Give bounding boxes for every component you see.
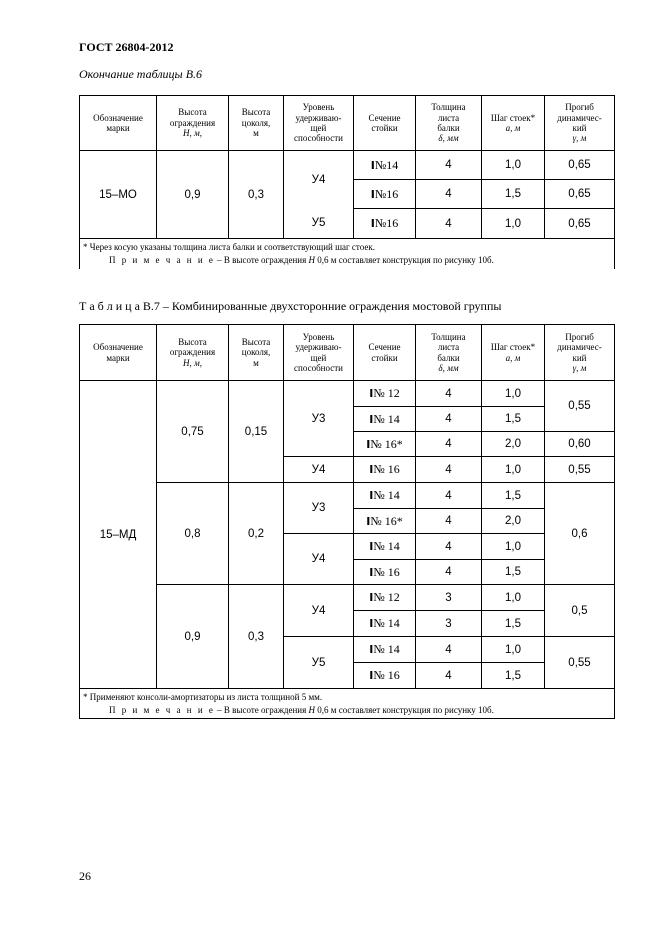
col-header-section: Сечение стойки (354, 96, 416, 151)
cell-deflection: 0,65 (545, 151, 615, 180)
cell-thickness: 4 (416, 637, 482, 663)
cell-section: I№ 16 (354, 663, 416, 689)
cell-section: I№ 12 (354, 585, 416, 611)
cell-section: I№ 16 (354, 560, 416, 585)
cell-thickness: 4 (416, 457, 482, 483)
cell-plinth: 0,3 (229, 585, 284, 689)
cell-section: I№ 12 (354, 381, 416, 407)
col-header-deflection: Прогиб динамичес- кий γ, м (545, 96, 615, 151)
cell-thickness: 4 (416, 151, 482, 180)
cell-step: 2,0 (482, 432, 545, 457)
cell-thickness: 4 (416, 534, 482, 560)
i-beam-icon: I (366, 437, 371, 451)
note: П р и м е ч а н и е – В высоте ограждения H 0,6 м составляет конструкция по рисунку 10б. (109, 254, 494, 265)
cell-thickness: 4 (416, 432, 482, 457)
cell-step: 1,0 (482, 381, 545, 407)
i-beam-icon: I (370, 217, 375, 230)
cell-mark: 15–МО (80, 151, 157, 239)
table-row (80, 381, 615, 407)
cell-section: I№ 14 (354, 407, 416, 432)
cell-deflection: 0,55 (545, 457, 615, 483)
cell-section: I№ 14 (354, 637, 416, 663)
cell-step: 1,0 (482, 585, 545, 611)
cell-step: 1,5 (482, 180, 545, 209)
cell-section: I№ 16 (354, 457, 416, 483)
cell-deflection: 0,65 (545, 180, 615, 209)
table-header-row (80, 325, 615, 381)
footnote: * Применяют консоли-амортизаторы из листа толщиной 5 мм. (83, 692, 323, 702)
cell-deflection: 0,55 (545, 381, 615, 432)
col-header-mark: Обозначение марки (80, 96, 157, 151)
i-beam-icon: I (370, 187, 375, 201)
col-header-height: Высота ограждения H, м, (157, 96, 229, 151)
cell-level: У3 (284, 483, 354, 534)
table-notes-row (80, 239, 615, 269)
i-beam-icon: I (369, 617, 374, 630)
cell-level: У4 (284, 151, 354, 209)
cell-deflection: 0,5 (545, 585, 615, 637)
col-header-plinth: Высота цоколя, м (229, 96, 284, 151)
cell-level: У5 (284, 637, 354, 689)
i-beam-icon: I (369, 565, 374, 579)
i-beam-icon: I (369, 463, 374, 476)
note: П р и м е ч а н и е – В высоте ограждения H 0,6 м составляет конструкция по рисунку 10б. (109, 704, 494, 715)
i-beam-icon: I (369, 489, 374, 502)
cell-step: 1,5 (482, 483, 545, 509)
cell-thickness: 4 (416, 209, 482, 239)
i-beam-icon: I (369, 643, 374, 656)
cell-section: I№ 14 (354, 611, 416, 637)
col-header-level: Уровень удерживаю- щей способности (284, 96, 354, 151)
cell-section: I№14 (354, 151, 416, 180)
i-beam-icon: I (369, 387, 374, 400)
cell-step: 1,0 (482, 637, 545, 663)
cell-height: 0,75 (157, 381, 229, 483)
cell-plinth: 0,2 (229, 483, 284, 585)
col-header-plinth: Высота цоколя, м (229, 325, 284, 381)
table-notes (80, 239, 615, 269)
table-b6-end (79, 95, 615, 269)
cell-level: У4 (284, 585, 354, 637)
cell-level: У4 (284, 534, 354, 585)
cell-thickness: 3 (416, 585, 482, 611)
cell-thickness: 4 (416, 407, 482, 432)
i-beam-icon: I (369, 591, 374, 604)
page-number: 26 (79, 869, 91, 883)
i-beam-icon: I (366, 514, 371, 528)
cell-plinth: 0,15 (229, 381, 284, 483)
col-header-mark: Обозначение марки (80, 325, 157, 381)
table-row (80, 151, 615, 180)
cell-plinth: 0,3 (229, 151, 284, 239)
cell-section: I№16 (354, 180, 416, 209)
footnote: * Через косую указаны толщина листа балки и соответствующий шаг стоек. (83, 242, 375, 253)
cell-thickness: 4 (416, 509, 482, 534)
i-beam-icon: I (370, 158, 375, 172)
col-header-height: Высота ограждения H, м, (157, 325, 229, 381)
document-code: ГОСТ 26804-2012 (79, 40, 174, 54)
table-notes (80, 689, 615, 719)
cell-section: I№ 16* (354, 432, 416, 457)
cell-step: 1,5 (482, 663, 545, 689)
cell-deflection: 0,60 (545, 432, 615, 457)
i-beam-icon: I (369, 540, 374, 553)
cell-step: 1,5 (482, 611, 545, 637)
col-header-level: Уровень удерживаю- щей способности (284, 325, 354, 381)
i-beam-icon: I (369, 412, 374, 426)
cell-thickness: 4 (416, 663, 482, 689)
cell-level: У3 (284, 381, 354, 457)
cell-thickness: 3 (416, 611, 482, 637)
table-row (80, 483, 615, 509)
cell-step: 1,0 (482, 534, 545, 560)
cell-deflection: 0,55 (545, 637, 615, 689)
cell-section: I№ 16* (354, 509, 416, 534)
cell-step: 1,5 (482, 560, 545, 585)
i-beam-icon: I (369, 669, 374, 682)
cell-section: I№ 14 (354, 483, 416, 509)
cell-step: 1,0 (482, 209, 545, 239)
cell-deflection: 0,6 (545, 483, 615, 585)
table-continuation-caption: Окончание таблицы В.6 (79, 67, 203, 81)
table-row (80, 585, 615, 611)
cell-step: 1,0 (482, 457, 545, 483)
col-header-step: Шаг стоек* a, м (482, 96, 545, 151)
cell-height: 0,8 (157, 483, 229, 585)
cell-thickness: 4 (416, 381, 482, 407)
col-header-thickness: Толщина листа балки δ, мм (416, 325, 482, 381)
cell-step: 1,0 (482, 151, 545, 180)
cell-section: I№ 14 (354, 534, 416, 560)
col-header-deflection: Прогиб динамичес- кий γ, м (545, 325, 615, 381)
table-b7 (79, 324, 615, 719)
table-notes-row (80, 689, 615, 719)
cell-height: 0,9 (157, 151, 229, 239)
col-header-step: Шаг стоек* a, м (482, 325, 545, 381)
cell-step: 2,0 (482, 509, 545, 534)
table-header-row (80, 96, 615, 151)
cell-level: У5 (284, 209, 354, 239)
col-header-thickness: Толщина листа балки δ, мм (416, 96, 482, 151)
cell-level: У4 (284, 457, 354, 483)
cell-step: 1,5 (482, 407, 545, 432)
cell-deflection: 0,65 (545, 209, 615, 239)
col-header-section: Сечение стойки (354, 325, 416, 381)
cell-height: 0,9 (157, 585, 229, 689)
table-b7-caption: Т а б л и ц а В.7 – Комбинированные двухсторонние ограждения мостовой группы (79, 299, 502, 313)
cell-mark: 15–МД (80, 381, 157, 689)
cell-thickness: 4 (416, 180, 482, 209)
cell-section: I№16 (354, 209, 416, 239)
cell-thickness: 4 (416, 483, 482, 509)
cell-thickness: 4 (416, 560, 482, 585)
